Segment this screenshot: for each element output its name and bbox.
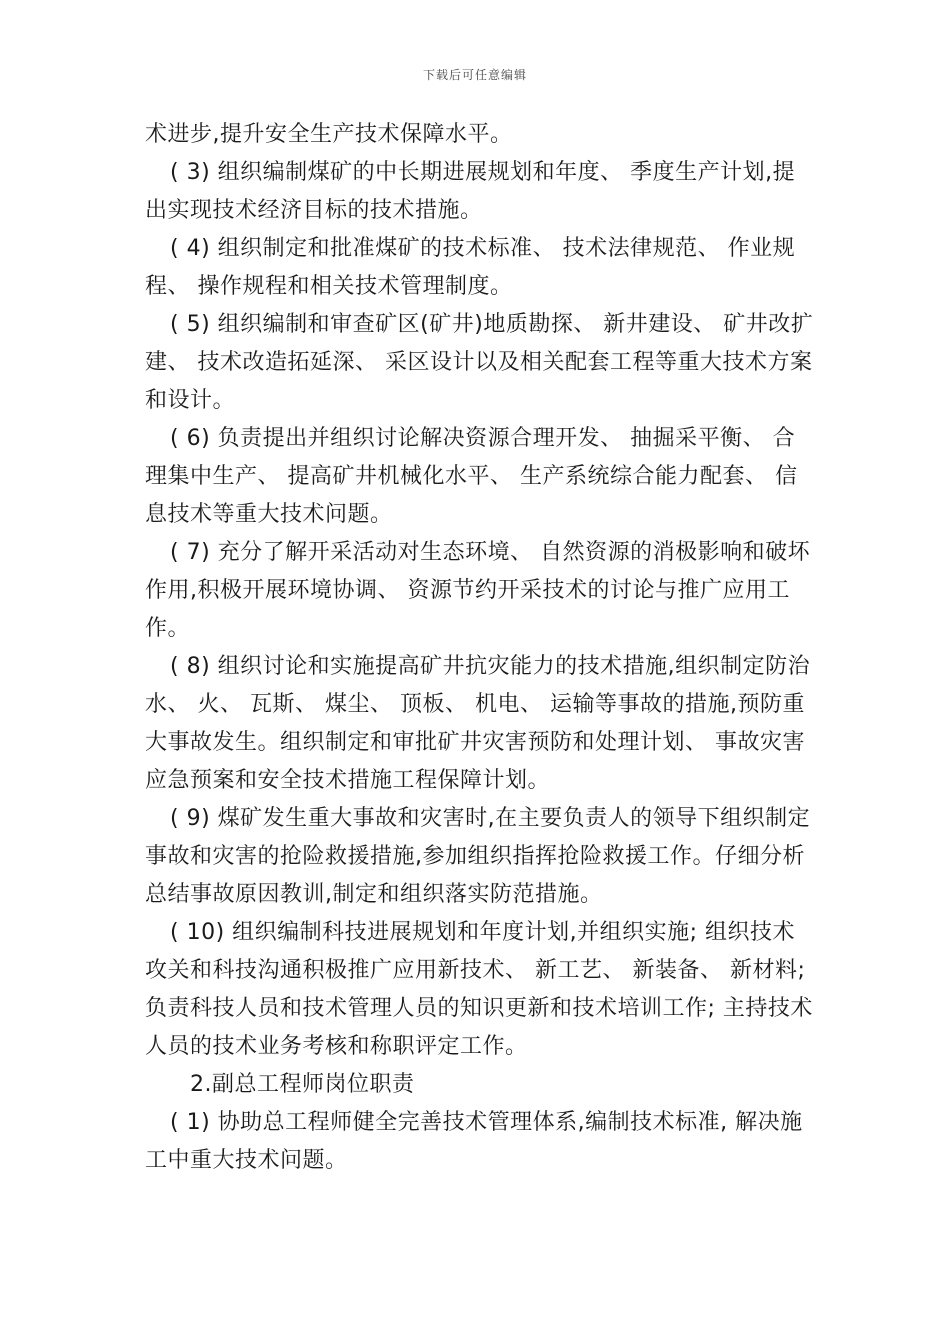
paragraph-item-10: ( 10) 组织编制科技进展规划和年度计划,并组织实施; 组织技术攻关和科技沟通积极推广应用新技术、 新工艺、 新装备、 新材料; 负责科技人员和技术管理人员的知识更新和技术培训工作; 主持技术人员的技术业务考核和称职评定工作。 (145, 920, 813, 1059)
paragraph-item-6: ( 6) 负责提出并组织讨论解决资源合理开发、 抽掘采平衡、 合理集中生产、 提高矿井机械化水平、 生产系统综合能力配套、 信息技术等重大技术问题。 (145, 426, 798, 527)
document-body (145, 116, 817, 1180)
paragraph-item-9: ( 9) 煤矿发生重大事故和灾害时,在主要负责人的领导下组织制定事故和灾害的抢险救援措施,参加组织指挥抢险救援工作。仔细分析总结事故原因教训,制定和组织落实防范措施。 (145, 806, 811, 907)
paragraph-item-5: ( 5) 组织编制和审查矿区(矿井)地质勘探、 新井建设、 矿井改扩建、 技术改造拓延深、 采区设计以及相关配套工程等重大技术方案和设计。 (145, 312, 814, 413)
paragraph-item-3: ( 3) 组织编制煤矿的中长期进展规划和年度、 季度生产计划,提出实现技术经济目标的技术措施。 (145, 160, 796, 223)
paragraph-item-4: ( 4) 组织制定和批准煤矿的技术标准、 技术法律规范、 作业规程、 操作规程和相关技术管理制度。 (145, 236, 796, 299)
paragraph-continuation: 术进步,提升安全生产技术保障水平。 (145, 122, 513, 147)
paragraph-item-8: ( 8) 组织讨论和实施提高矿井抗灾能力的技术措施,组织制定防治水、 火、 瓦斯、 煤尘、 顶板、 机电、 运输等事故的措施,预防重大事故发生。组织制定和审批矿井灾害预防和处理计划、 事故灾害应急预案和安全技术措施工程保障计划。 (145, 654, 811, 793)
page-header-note: 下载后可任意编辑 (422, 68, 527, 82)
paragraph-item-7: ( 7) 充分了解开采活动对生态环境、 自然资源的消极影响和破坏作用,积极开展环境协调、 资源节约开采技术的讨论与推广应用工作。 (145, 540, 811, 641)
section-heading: 2.副总工程师岗位职责 (190, 1072, 415, 1097)
section2-paragraph-item-1: ( 1) 协助总工程师健全完善技术管理体系,编制技术标准, 解决施工中重大技术问题。 (145, 1110, 803, 1173)
